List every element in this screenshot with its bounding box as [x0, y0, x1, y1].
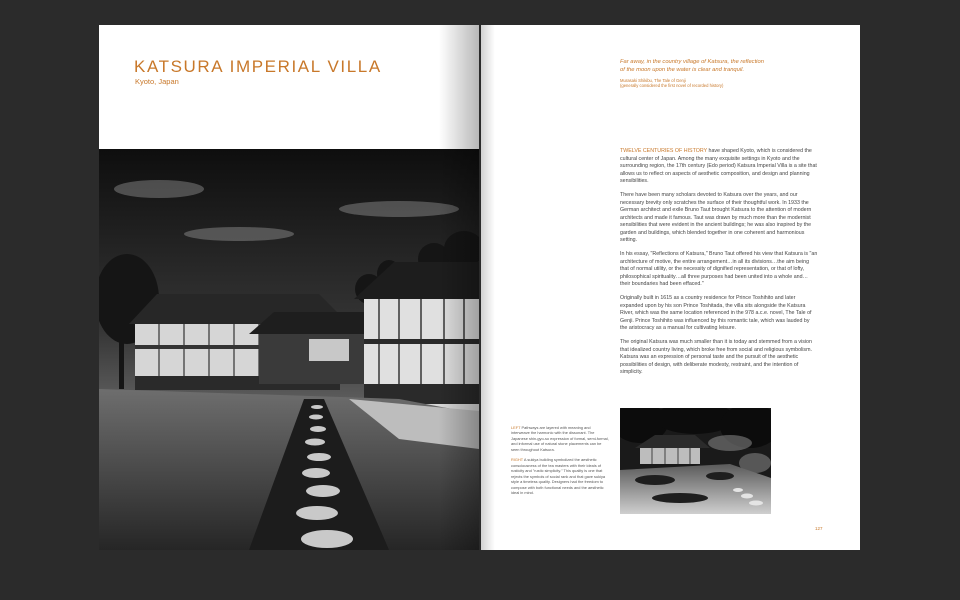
caption-right-text: A sukiya building symbolized the aesthetic consciousness of the tea masters with their ideals of rusticity and "rustic simplicity." This quality is one that rejects the symbols of social rank and that gave sukiya style a timeless quality. Designers had the freedom to compose with both functional needs and the aesthetic ideal in mind. [511, 457, 606, 496]
caption-right [511, 457, 609, 495]
caption-left-text: Pathways are layered with meaning and interweave the harmonic with the dissonant. The Japanese shin-gyo-so expression of formal, semi-formal, and informal use of natural stone placements can be seen throughout Katsura. [511, 425, 609, 452]
body-paragraph-3: In his essay, "Reflections of Katsura," Bruno Taut offered his view that Katsura is "an architecture of motive, the entire arrangement…in all its divisions…the aim being that of normal utility, or the necessity of dignified representation, or that of lofty, philosophical spirituality…all three purposes had been united into a whole and…their boundaries had been effaced." [620, 251, 818, 288]
caption-left-label: LEFT [511, 425, 521, 430]
attribution-line2: (generally considered the first novel of recorded history) [620, 83, 724, 89]
caption-right-label: RIGHT [511, 457, 524, 463]
body-paragraph-5: The original Katsura was much smaller than it is today and stemmed from a vision that idealized country living, which broke free from social and religious symbolism. Katsura was an expression of personal taste and the pursuit of the aesthetic possibilities of design, with deliberate modesty, restraint, and the intention of simplicity. [620, 339, 812, 376]
page-subtitle: Kyoto, Japan [135, 77, 179, 86]
epigraph [620, 59, 770, 89]
captions [511, 425, 609, 501]
lead-in: TWELVE CENTURIES OF HISTORY [620, 148, 708, 154]
p1-rest: have shaped Kyoto, which is considered the cultural center of Japan. Among the many exquisite settings in Kyoto and the surrounding region, the 17th century (Edo period) Katsura Imperial Villa is a site that allows us to reflect on aspects of aesthetic composition, and design and planning sensibilities. [620, 148, 817, 185]
page-title: KATSURA IMPERIAL VILLA [134, 57, 382, 76]
body-paragraph-1 [620, 148, 818, 186]
page-number: 127 [815, 526, 823, 531]
garden-photo [620, 408, 771, 514]
epigraph-quote: Far away, in the country village of Katsura, the reflection of the moon upon the water is clear and tranquil. [620, 59, 764, 73]
right-page [481, 25, 860, 550]
caption-left [511, 425, 609, 452]
left-page [99, 25, 479, 550]
attribution-line1: Murasaki Shikibu, The Tale of Genji [620, 77, 686, 83]
body-paragraph-2: There have been many scholars devoted to Katsura over the years, and our necessary brevity only scratches the surface of their thoughtful work. In 1933 the German architect and exile Bruno Taut brought Katsura to the attention of modern architects and made it famous. Taut was drawn by much more than the modernist sensibilities that were evident in the ancient buildings; he was also inspired by the garden and buildings, which blended together in one coherent and harmonious setting. [620, 192, 812, 244]
body-paragraph-4: Originally built in 1615 as a country residence for Prince Toshihito and later expanded upon by his son Prince Toshitada, the villa sits alongside the Katsura River, which was the same location referenced in the 978 a.c.e. novel, The Tale of Genji. Prince Toshihito was influenced by this romantic tale, which was lauded by the aristocracy as a manual for cultivating leisure. [620, 295, 812, 332]
villa-photo [99, 149, 479, 550]
epigraph-attribution [620, 78, 770, 89]
body-text [620, 148, 818, 383]
spine-shadow-right [481, 25, 495, 550]
